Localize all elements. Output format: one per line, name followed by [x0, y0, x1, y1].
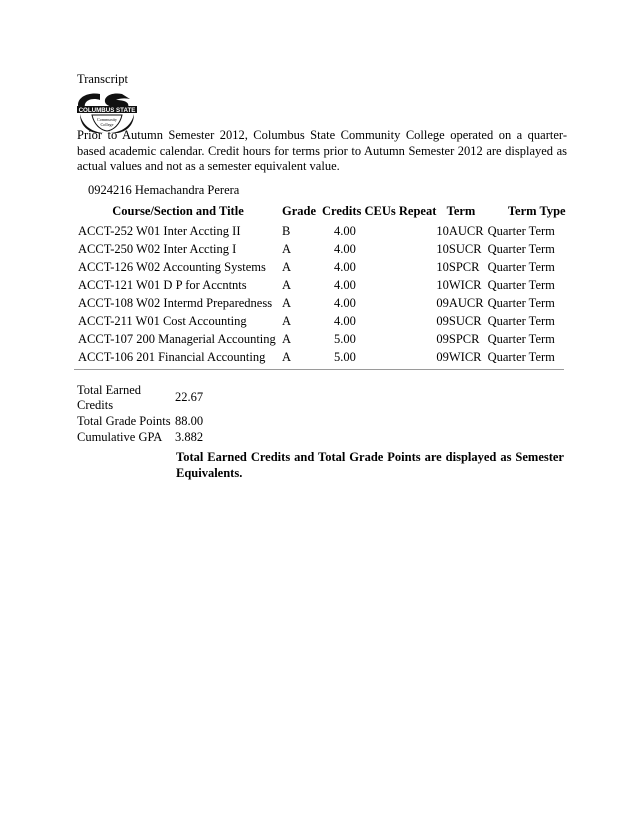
course-grade: A: [282, 349, 292, 364]
course-term-type: Quarter Term: [487, 241, 555, 256]
course-term: 10AUCR: [436, 223, 484, 238]
course-term-type: Quarter Term: [487, 295, 555, 310]
gpa-value: 3.882: [175, 429, 204, 444]
earned-credits-value: 22.67: [175, 390, 204, 405]
header-credits-label: Credits: [322, 204, 362, 218]
course-credits: 4.00: [334, 277, 356, 292]
table-row: [76, 258, 568, 276]
course-term: 09WICR: [436, 349, 482, 364]
course-title: ACCT-252 W01 Inter Accting II: [78, 223, 241, 238]
course-title: ACCT-126 W02 Accounting Systems: [78, 259, 266, 274]
header-grade: Grade: [282, 204, 317, 218]
course-term-type: Quarter Term: [487, 313, 555, 328]
course-title: ACCT-106 201 Financial Accounting: [78, 349, 266, 364]
table-row: [76, 312, 568, 330]
course-term-type: Quarter Term: [487, 277, 555, 292]
course-grade: A: [282, 295, 292, 310]
courses-table: [76, 199, 568, 366]
course-term-type: Quarter Term: [487, 349, 555, 364]
table-row: [76, 240, 568, 258]
intro-paragraph: Prior to Autumn Semester 2012, Columbus State Community College operated on a quarter-based academic calendar. Credit hours for terms prior to Autumn Semester 2012 are displayed as actual values and not as a semester equivalent value.: [77, 128, 567, 173]
semester-equivalents-note: Total Earned Credits and Total Grade Points are displayed as Semester Equivalents.: [176, 450, 564, 480]
course-term: 10SUCR: [436, 241, 482, 256]
course-term: 09SPCR: [436, 331, 480, 346]
grade-points-value: 88.00: [175, 414, 204, 428]
summary-gpa: [77, 430, 203, 446]
course-term-type: Quarter Term: [487, 223, 555, 238]
table-row: [76, 276, 568, 294]
course-title: ACCT-121 W01 D P for Accntnts: [78, 277, 247, 292]
section-divider: [74, 369, 564, 370]
svg-text:College: College: [100, 122, 114, 127]
course-credits: 5.00: [334, 349, 356, 364]
header-term: Term: [446, 204, 476, 218]
earned-credits-label: [77, 382, 175, 414]
header-term-type: Term Type: [507, 204, 566, 218]
course-credits: 4.00: [334, 223, 356, 238]
course-credits: 4.00: [334, 241, 356, 256]
logo-text-top: COLUMBUS STATE: [78, 107, 136, 114]
course-grade: A: [282, 331, 292, 346]
summary-block: [77, 382, 203, 445]
table-row: [76, 294, 568, 312]
course-grade: B: [282, 223, 291, 238]
course-credits: 4.00: [334, 295, 356, 310]
course-title: ACCT-250 W02 Inter Accting I: [78, 241, 237, 256]
gpa-label: Cumulative GPA: [77, 429, 163, 444]
course-term-type: Quarter Term: [487, 331, 555, 346]
course-term: 09AUCR: [436, 295, 484, 310]
course-term: 10SPCR: [436, 259, 480, 274]
course-credits: 5.00: [334, 331, 356, 346]
header-course: Course/Section and Title: [112, 204, 244, 218]
course-grade: A: [282, 277, 292, 292]
table-row: [76, 348, 568, 366]
course-term: 09SUCR: [436, 313, 482, 328]
header-ceus: CEUs: [364, 204, 396, 218]
course-title: ACCT-108 W02 Intermd Preparedness: [78, 295, 273, 310]
header-repeat: Repeat: [398, 204, 437, 218]
summary-earned-credits: [77, 382, 203, 414]
table-row: [76, 222, 568, 240]
course-term: 10WICR: [436, 277, 482, 292]
table-row: [76, 330, 568, 348]
document-title: Transcript: [77, 72, 128, 86]
course-credits: 4.00: [334, 259, 356, 274]
student-id-name: 0924216 Hemachandra Perera: [88, 183, 240, 197]
header-credits: [320, 199, 436, 222]
svg-text:Community: Community: [96, 117, 118, 122]
courses-header-row: [76, 199, 568, 222]
course-credits: 4.00: [334, 313, 356, 328]
course-title: ACCT-211 W01 Cost Accounting: [78, 313, 247, 328]
course-grade: A: [282, 259, 292, 274]
course-title: ACCT-107 200 Managerial Accounting: [78, 331, 276, 346]
course-term-type: Quarter Term: [487, 259, 555, 274]
course-grade: A: [282, 313, 292, 328]
earned-credits-label-text: Total Earned Credits: [77, 382, 142, 412]
grade-points-label: Total Grade Points: [77, 414, 171, 428]
summary-grade-points: [77, 414, 203, 430]
course-grade: A: [282, 241, 292, 256]
